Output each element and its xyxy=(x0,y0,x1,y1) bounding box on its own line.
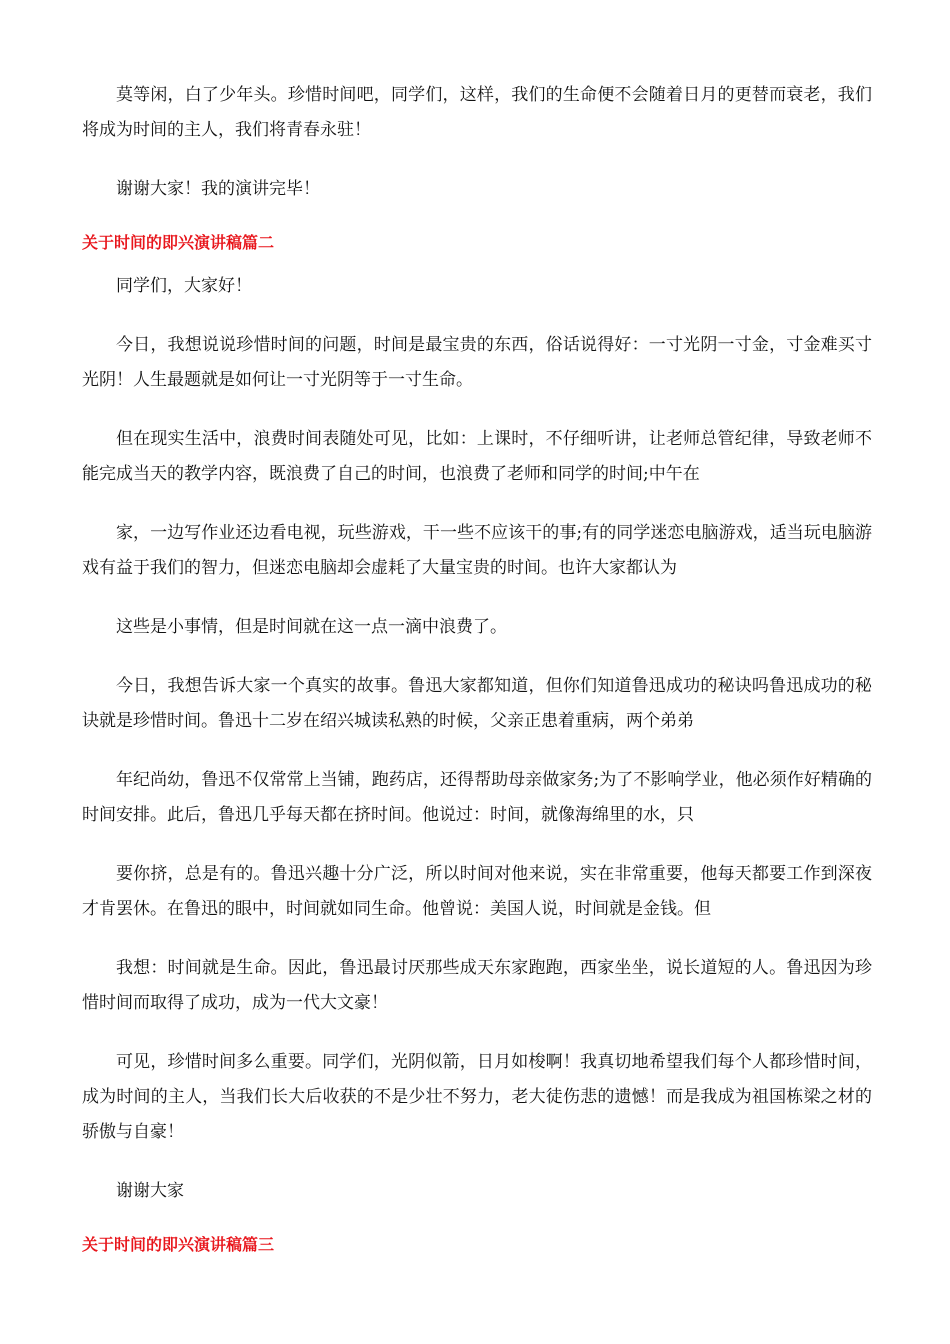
paragraph: 今日，我想告诉大家一个真实的故事。鲁迅大家都知道，但你们知道鲁迅成功的秘诀吗鲁迅成功的秘诀就是珍惜时间。鲁迅十二岁在绍兴城读私熟的时候，父亲正患着重病，两个弟弟 xyxy=(82,676,872,731)
paragraph: 我想：时间就是生命。因此，鲁迅最讨厌那些成天东家跑跑，西家坐坐，说长道短的人。鲁迅因为珍惜时间而取得了成功，成为一代大文豪！ xyxy=(82,958,872,1013)
paragraph: 家，一边写作业还边看电视，玩些游戏，干一些不应该干的事;有的同学迷恋电脑游戏，适当玩电脑游戏有益于我们的智力，但迷恋电脑却会虚耗了大量宝贵的时间。也许大家都认为 xyxy=(82,523,872,578)
paragraph: 年纪尚幼，鲁迅不仅常常上当铺，跑药店，还得帮助母亲做家务;为了不影响学业，他必须作好精确的时间安排。此后，鲁迅几乎每天都在挤时间。他说过：时间，就像海绵里的水，只 xyxy=(82,770,872,825)
paragraph: 但在现实生活中，浪费时间表随处可见，比如：上课时，不仔细听讲，让老师总管纪律，导致老师不能完成当天的教学内容，既浪费了自己的时间，也浪费了老师和同学的时间;中午在 xyxy=(82,429,872,484)
paragraph: 谢谢大家！我的演讲完毕！ xyxy=(116,179,320,199)
paragraph: 要你挤，总是有的。鲁迅兴趣十分广泛，所以时间对他来说，实在非常重要，他每天都要工作到深夜才肯罢休。在鲁迅的眼中，时间就如同生命。他曾说：美国人说，时间就是金钱。但 xyxy=(82,864,872,919)
paragraph: 可见，珍惜时间多么重要。同学们，光阴似箭，日月如梭啊！我真切地希望我们每个人都珍惜时间，成为时间的主人，当我们长大后收获的不是少壮不努力，老大徒伤悲的遗憾！而是我成为祖国栋梁之材的骄傲与自豪！ xyxy=(82,1052,872,1142)
document-page xyxy=(82,78,872,1271)
paragraph: 谢谢大家 xyxy=(116,1181,184,1201)
paragraph: 同学们，大家好！ xyxy=(116,276,252,296)
paragraph: 莫等闲，白了少年头。珍惜时间吧，同学们，这样，我们的生命便不会随着日月的更替而衰老，我们将成为时间的主人，我们将青春永驻！ xyxy=(82,85,872,140)
section-heading: 关于时间的即兴演讲稿篇二 xyxy=(82,233,275,252)
paragraph: 这些是小事情，但是时间就在这一点一滴中浪费了。 xyxy=(116,617,507,637)
section-heading: 关于时间的即兴演讲稿篇三 xyxy=(82,1235,275,1254)
paragraph: 今日，我想说说珍惜时间的问题，时间是最宝贵的东西，俗话说得好：一寸光阴一寸金，寸金难买寸光阴！人生最题就是如何让一寸光阴等于一寸生命。 xyxy=(82,335,872,390)
